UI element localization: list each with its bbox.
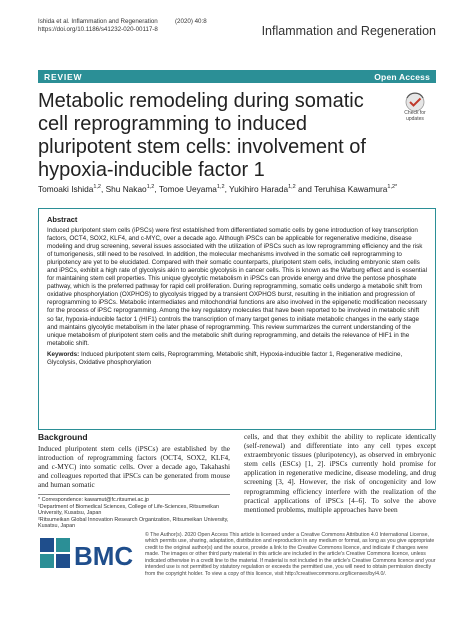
citation-line-1: Ishida et al. Inflammation and Regeneration [38, 18, 158, 25]
background-text-right: cells, and that they exhibit the ability to replicate identically (self-renewal) and differentiate into any cell types except extraembryonic tissues (pluripotency), as observed in embryonic stem cells (ESCs) [1, 2]. iPSCs currently hold promise for application in regenerative medicine, disease modeling, and drug screening [3, 4]. However, the risk of oncogenicity and low reprogramming efficiency interfere with the realization of the practical applications of iPSCs [4–6]. To solve the above mentioned problems, multiple approaches have been [244, 432, 436, 514]
bmc-wordmark: BMC [74, 541, 134, 571]
author-affiliation-sup: 1,2* [387, 184, 398, 191]
abstract-box [38, 208, 436, 430]
author-affiliation-sup: 1,2 [288, 184, 296, 191]
footnotes [38, 494, 230, 530]
open-access-label: Open Access [374, 71, 430, 82]
author-name: Tomoaki Ishida [38, 184, 94, 194]
badge-line-2: updates [406, 116, 424, 122]
journal-name: Inflammation and Regeneration [261, 24, 436, 38]
background-heading: Background [38, 432, 88, 442]
citation [38, 18, 158, 34]
abstract-heading: Abstract [47, 215, 78, 224]
author-name: Teruhisa Kawamura [314, 184, 388, 194]
year-volume: (2020) 40:8 [175, 18, 207, 25]
correspondence[interactable]: * Correspondence: kawamut@fc.ritsumei.ac.jp [38, 497, 149, 503]
article-type-band [38, 70, 436, 83]
article-type: REVIEW [44, 71, 83, 82]
author-name: Shu Nakao [105, 184, 147, 194]
author-name: Yukihiro Harada [229, 184, 289, 194]
author-list [38, 184, 436, 194]
author-affiliation-sup: 1,2 [93, 184, 101, 191]
background-text-left: Induced pluripotent stem cells (iPSCs) are established by the introduction of reprogramming factors (OCT4, SOX2, KLF4, and c-MYC) into somatic cells. Over a decade ago, Takahashi and colleagues reported that iPSCs can be generated from mouse and human somatic [38, 444, 230, 490]
doi-link[interactable]: https://doi.org/10.1186/s41232-020-00117-8 [38, 26, 158, 33]
author-separator: , [101, 184, 106, 194]
author-affiliation-sup: 1,2 [216, 184, 225, 191]
author-separator: , [224, 184, 230, 194]
body-right-column [244, 432, 436, 514]
author-separator: , [154, 184, 159, 194]
article-title: Metabolic remodeling during somatic cell reprogramming to induced pluripotent stem cells: involvement of hypoxia-inducible factor 1 [38, 90, 366, 181]
author-separator: and [295, 184, 315, 194]
license-text: © The Author(s). 2020 Open Access This article is licensed under a Creative Commons Attribution 4.0 International License, which permits use, sharing, adaptation, distribution and reproduction in any medium or format, as long as you give appropriate credit to the original author(s) and the source, provide a link to the Creative Commons licence, and indicate if changes were made. The images or other third party material in this article are included in the article's Creative Commons licence, unless indicated otherwise in a credit line to the material. If material is not included in the article's Creative Commons licence and your intended use is not permitted by statutory regulation or exceeds the permitted use, you will need to obtain permission directly from the copyright holder. To view a copy of this licence, visit http://creativecommons.org/licenses/by/4.0/. [145, 532, 436, 577]
keywords-label: Keywords: [47, 350, 80, 358]
author-name: Tomoe Ueyama [158, 184, 217, 194]
affiliation-2: ²Ritsumeikan Global Innovation Research Organization, Ritsumeikan University, Kusatsu, Japan [38, 516, 229, 530]
badge-line-1: Check for [404, 110, 426, 116]
abstract-text: Induced pluripotent stem cells (iPSCs) were first established from differentiated somatic cells by gene introduction of key transcription factors, OCT4, SOX2, KLF4, and c-MYC, over a decade ago. Although iPSCs can be applicable for regenerative medicine, disease modeling and drug screening, several issues associated with the utilization of iPSCs such as low reprogramming efficiency and the risk of tumorigenesis, still need to be resolved. In addition, the molecular mechanisms involved in the somatic cell reprogramming to pluripotency are yet to be elucidated. Compared with their somatic counterparts, pluripotent stem cells, including embryonic stem cells and iPSCs, exhibit a high rate of glycolysis akin to aerobic glycolysis in cancer cells. This is known as the Warburg effect and is essential for maintaining stem cell properties. This unique glycolytic metabolism in iPSCs can provide energy and drive the pentose phosphate pathway, which is the preferred pathway for rapid cell proliferation. During reprogramming, somatic cells undergo a metabolic shift from oxidative phosphorylation (OXPHOS) to glycolysis trigged by a transient OXPHOS burst, resulting in the initiation and progression of reprogramming to iPSCs. Metabolic intermediates and mitochondrial functions are also involved in the epigenetic modification necessary for the process of iPSC reprogramming. Among the key regulatory molecules that have been reported to be involved in metabolic shift so far, hypoxia-inducible factor 1 (HIF1) controls the transcription of many target genes to initiate metabolic changes in the early stage and maintains glycolytic metabolism in the later phase of reprogramming. This review summarizes the current understanding of the unique metabolism of pluripotent stem cells and the metabolic shift during reprogramming, and details the relevance of HIF1 in the metabolic shift. [47, 227, 427, 347]
affiliation-1: ¹Department of Biomedical Sciences, College of Life-Sciences, Ritsumeikan University, Kusatsu, Japan [38, 503, 219, 517]
body-left-column [38, 432, 230, 489]
bmc-logo [38, 532, 138, 578]
page-header [38, 18, 436, 48]
keywords [47, 351, 427, 367]
check-for-updates-label[interactable] [392, 110, 438, 122]
author-affiliation-sup: 1,2 [146, 184, 155, 191]
keywords-text: Induced pluripotent stem cells, Reprogramming, Metabolic shift, Hypoxia-inducible factor 1, Regenerative medicine, Glycolysis, Oxidative phosphorylation [47, 350, 403, 366]
